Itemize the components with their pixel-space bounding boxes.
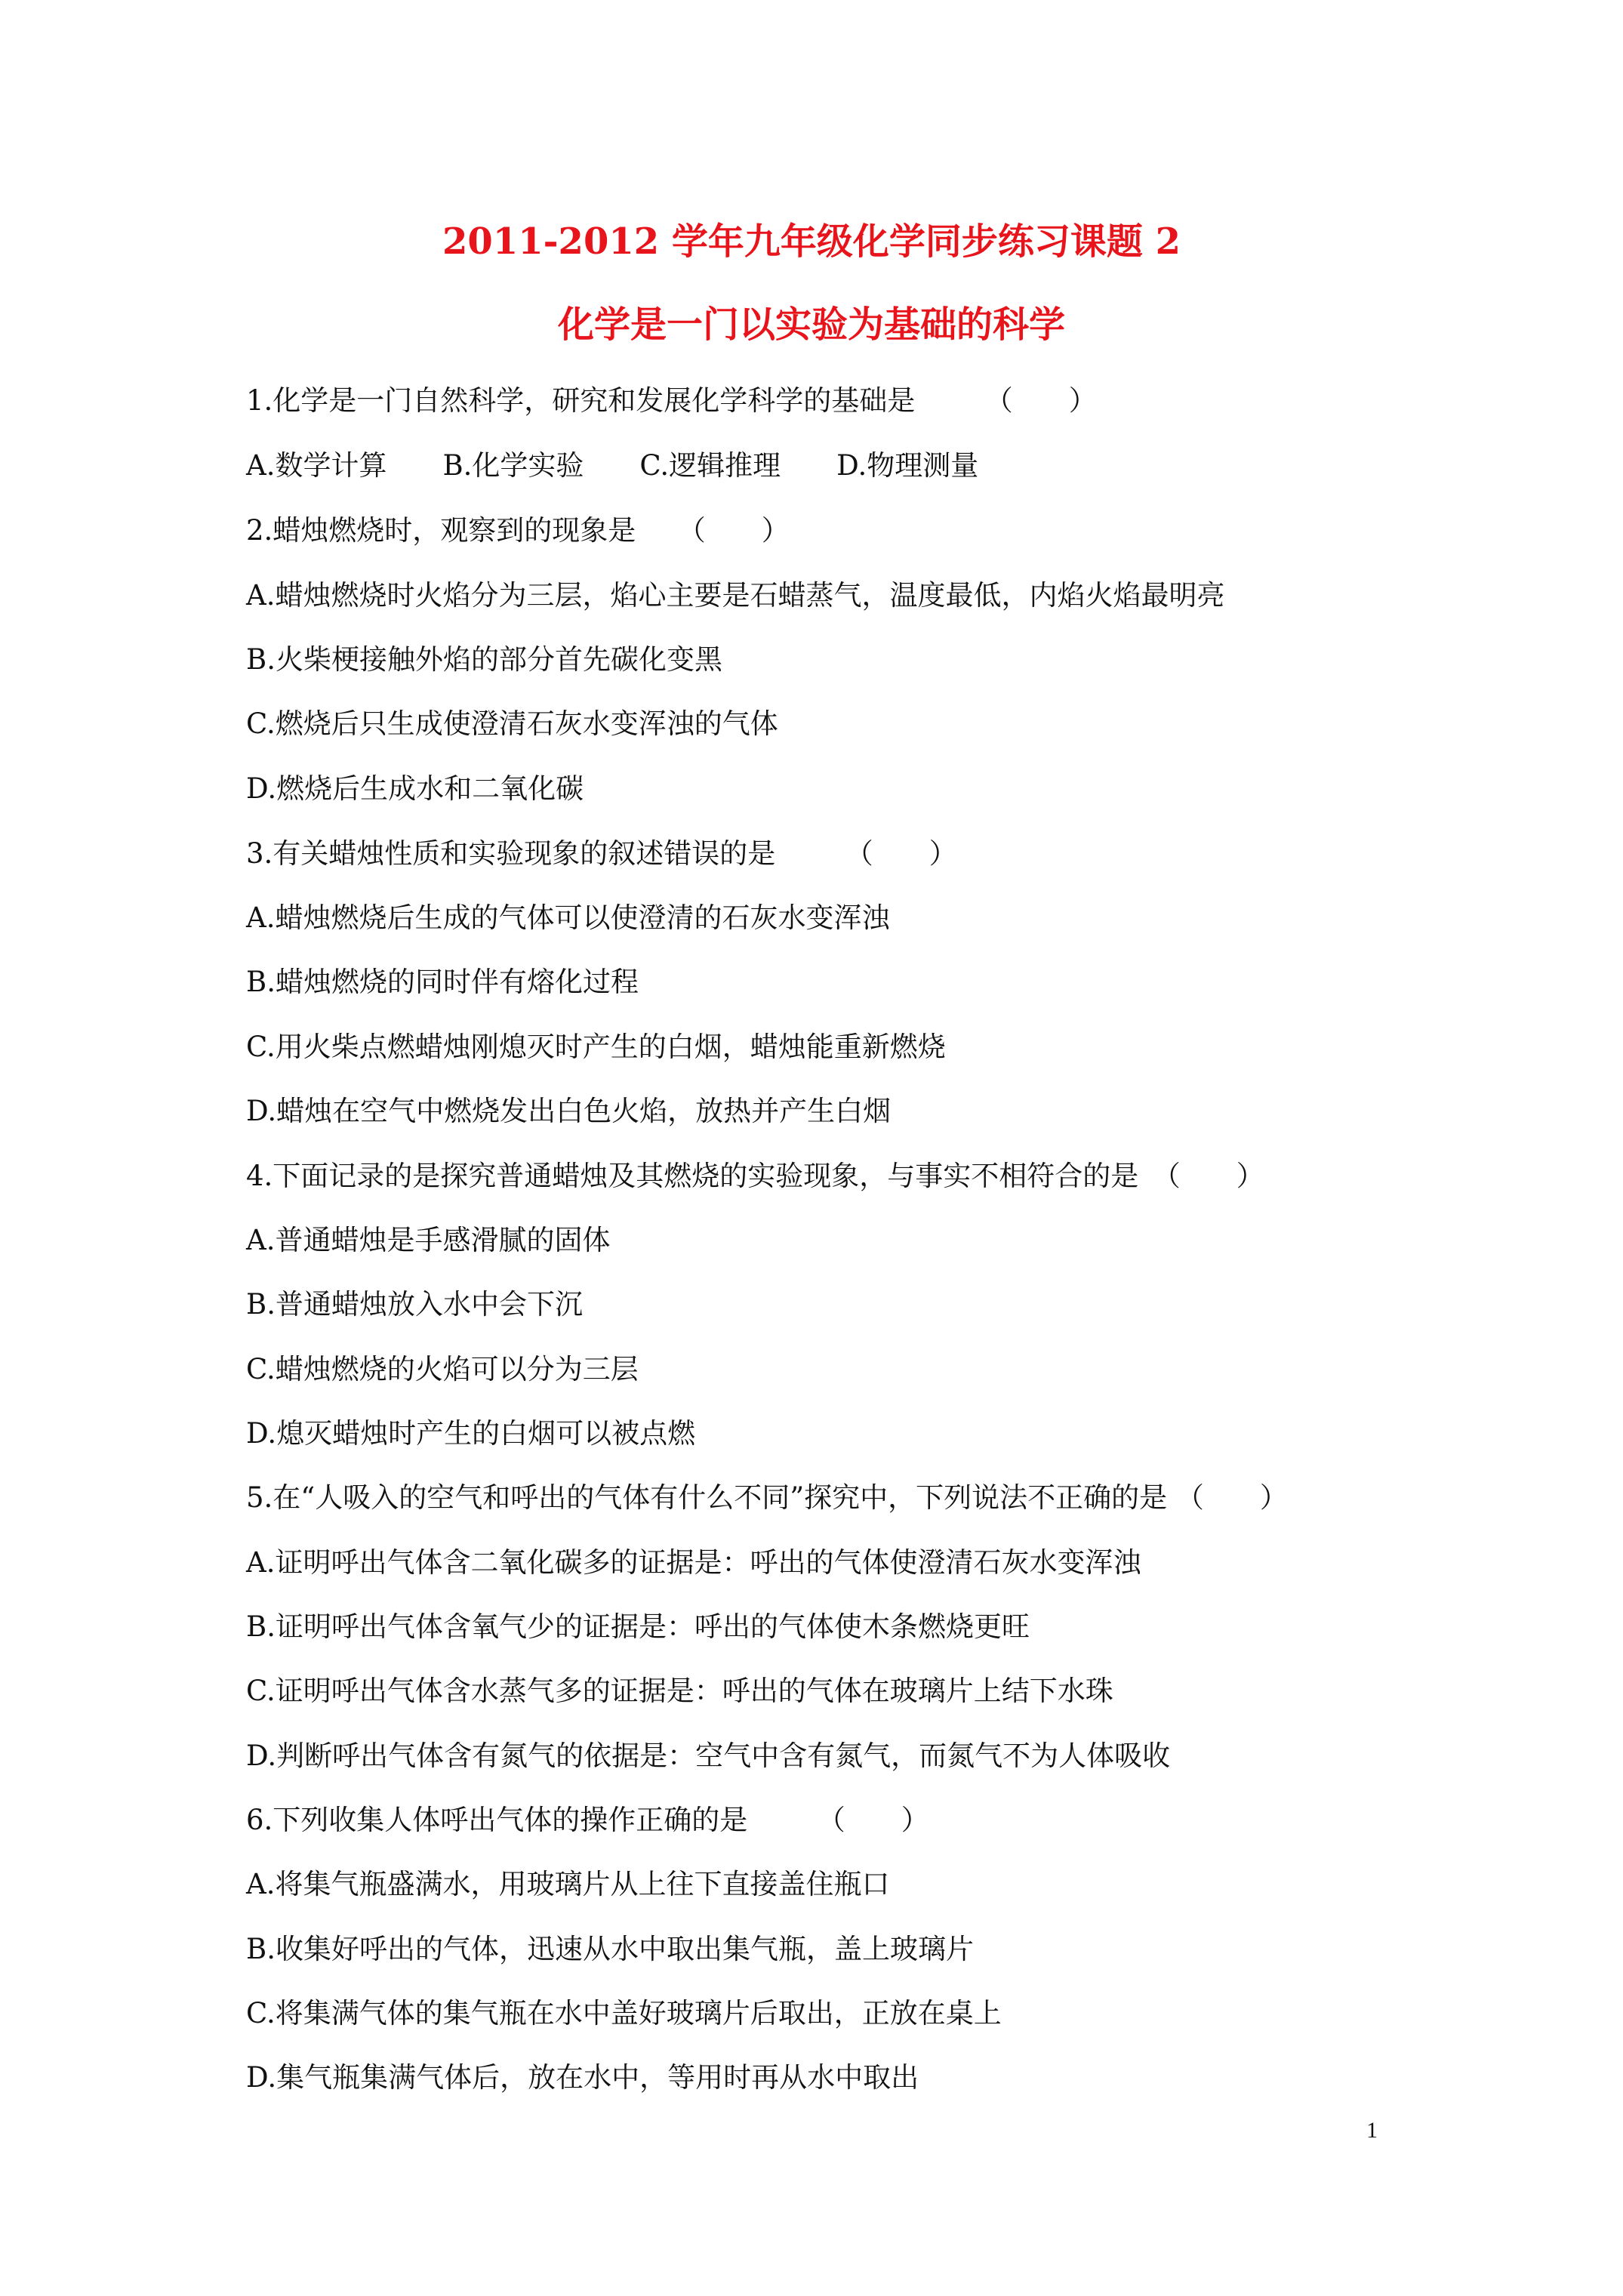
page-number: 1 [1366,2118,1378,2143]
option-c: C.蜡烛燃烧的火焰可以分为三层 [246,1353,639,1385]
document-subtitle: 化学是一门以实验为基础的科学 [557,304,1065,346]
option-b: B.普通蜡烛放入水中会下沉 [246,1288,583,1321]
document-title: 2011-2012 学年九年级化学同步练习课题 2 [442,220,1181,263]
option-d: D.集气瓶集满气体后，放在水中，等用时再从水中取出 [246,2061,919,2094]
question-options: A.数学计算 B.化学实验 C.逻辑推理 D.物理测量 [246,449,979,482]
option-d: D.蜡烛在空气中燃烧发出白色火焰，放热并产生白烟 [246,1095,892,1127]
option-b: B.收集好呼出的气体，迅速从水中取出集气瓶，盖上玻璃片 [246,1933,974,1965]
question-stem: 6.下列收集人体呼出气体的操作正确的是 （ ） [246,1804,929,1836]
option-a: A.将集气瓶盛满水，用玻璃片从上往下直接盖住瓶口 [246,1868,890,1900]
option-d: D.熄灭蜡烛时产生的白烟可以被点燃 [246,1417,696,1450]
question-stem: 5.在“人吸入的空气和呼出的气体有什么不同”探究中，下列说法不正确的是 （ ） [246,1481,1288,1514]
option-a: A.证明呼出气体含二氧化碳多的证据是：呼出的气体使澄清石灰水变浑浊 [246,1546,1141,1579]
option-b: B.火柴梗接触外焰的部分首先碳化变黑 [246,643,722,676]
option-a: A.蜡烛燃烧时火焰分为三层，焰心主要是石蜡蒸气，温度最低，内焰火焰最明亮 [246,579,1225,612]
option-c: C.用火柴点燃蜡烛刚熄灭时产生的白烟，蜡烛能重新燃烧 [246,1031,946,1063]
question-stem: 1.化学是一门自然科学，研究和发展化学科学的基础是 （ ） [246,384,1097,417]
option-b: B.证明呼出气体含氧气少的证据是：呼出的气体使木条燃烧更旺 [246,1610,1030,1643]
option-a: A.普通蜡烛是手感滑腻的固体 [246,1224,611,1256]
option-d: D.判断呼出气体含有氮气的依据是：空气中含有氮气，而氮气不为人体吸收 [246,1740,1171,1772]
option-a: A.蜡烛燃烧后生成的气体可以使澄清的石灰水变浑浊 [246,901,890,934]
option-d: D.燃烧后生成水和二氧化碳 [246,772,584,805]
question-stem: 3.有关蜡烛性质和实验现象的叙述错误的是 （ ） [246,837,957,870]
option-c: C.燃烧后只生成使澄清石灰水变浑浊的气体 [246,707,778,740]
option-c: C.证明呼出气体含水蒸气多的证据是：呼出的气体在玻璃片上结下水珠 [246,1675,1113,1707]
question-stem: 4.下面记录的是探究普通蜡烛及其燃烧的实验现象，与事实不相符合的是 （ ） [246,1160,1264,1192]
option-c: C.将集满气体的集气瓶在水中盖好玻璃片后取出，正放在桌上 [246,1997,1002,2029]
option-b: B.蜡烛燃烧的同时伴有熔化过程 [246,966,639,998]
question-stem: 2.蜡烛燃烧时，观察到的现象是 （ ） [246,514,790,547]
